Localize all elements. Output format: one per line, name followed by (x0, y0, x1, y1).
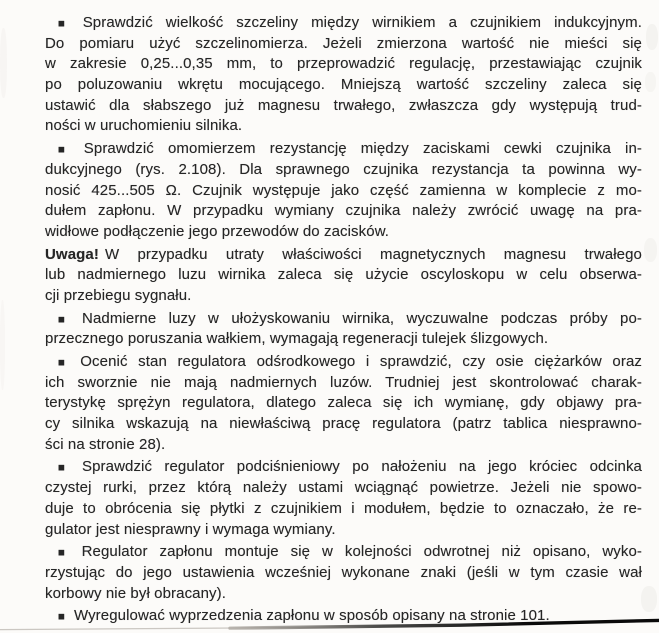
text-line (45, 352, 642, 373)
text-line: korbowy nie był obracany). (45, 584, 227, 602)
paragraph-note-uwaga (45, 245, 642, 307)
text-line (45, 139, 642, 160)
text-line: lub nadmiernego luzu wirnika zaleca się użycie oscyloskopu w celu obserwa- (45, 266, 642, 284)
text-line: w zakresie 0,25...0,35 mm, to przeprowadzić regulację, przestawiając czujnik (45, 55, 642, 73)
scan-smudge (644, 238, 657, 262)
text-line: dułem zapłonu. W przypadku wymiany czujnika należy zwrócić uwagę na pra- (45, 202, 642, 220)
text-line: terystykę sprężyn regulatora, dlatego zaleca się ich wymianę, gdy objawy pra- (45, 394, 642, 412)
text-line: rzystując do jego ustawienia wcześniej wykonane znaki (jeśli w tym czasie wał (45, 563, 642, 581)
text-line (45, 542, 642, 563)
line-text: Regulator zapłonu montuje się w kolejności odwrotnej niż opisano, wyko- (81, 543, 642, 561)
text-line: widłowe podłączenie jego przewodów do zacisków. (45, 222, 390, 240)
paragraph-gap-check (45, 13, 642, 137)
scan-smudge (641, 586, 657, 612)
bullet-square-icon: ■ (58, 547, 73, 560)
paragraph-resistance-check (45, 139, 642, 242)
text-line: przecznego poruszania wałkiem, wymagają regeneracji tulejek ślizgowych. (45, 330, 549, 348)
scan-smudge (0, 28, 7, 98)
line-text: Ocenić stan regulatora odśrodkowego i sprawdzić, czy osie ciężarków oraz (80, 353, 642, 370)
text-line: ności w uruchomieniu silnika. (45, 117, 243, 135)
text-line: ich sworznie nie mają nadmiernych luzów. Trudniej jest skontrolować charak- (45, 373, 642, 391)
text-line (45, 13, 642, 34)
text-line (45, 457, 642, 478)
note-lead-label: Uwaga! (45, 245, 99, 263)
text-line (45, 245, 642, 266)
text-line: cy silnika wskazują na niewłaściwą pracę regulatora (patrz tablica niesprawno- (45, 415, 642, 433)
line-text: Wyregulować wyprzedzenia zapłonu w sposób opisany na stronie 101. (73, 607, 550, 625)
line-text: Sprawdzić wielkość szczeliny między wirnikiem a czujnikiem indukcyjnym. (82, 14, 642, 31)
bullet-square-icon: ■ (58, 144, 75, 157)
paragraph-reassembly (45, 542, 642, 604)
text-line (45, 309, 642, 330)
bullet-square-icon: ■ (58, 313, 74, 326)
line-text: Sprawdzić omomierzem rezystancję między zaciskami cewki czujnika in- (83, 140, 643, 158)
text-block (45, 13, 642, 629)
text-line: dukcyjnego (rys. 2.108). Dla sprawnego czujnika rezystancja ta powinna wy- (45, 160, 642, 178)
bullet-square-icon: ■ (58, 357, 72, 369)
scan-smudge (645, 72, 656, 92)
text-line: duje to obrócenia się płytki z czujnikiem i modułem, będzie to oznaczało, że re- (45, 499, 642, 517)
scan-bottom-edge-line (0, 613, 659, 633)
text-line: Do pomiaru użyć szczelinomierza. Jeżeli zmierzona wartość nie mieści się (45, 34, 642, 52)
text-line: ści na stronie 28). (45, 435, 166, 453)
text-line: czystej rurki, przez którą należy ustami wciągnąć powietrze. Jeżeli nie spowo- (45, 479, 642, 497)
paragraph-vacuum-regulator (45, 457, 642, 540)
text-line: cji przebiegu sygnału. (45, 286, 192, 304)
bullet-square-icon: ■ (58, 611, 65, 624)
text-line: nosić 425...505 Ω. Czujnik występuje jako część zamienna w komplecie z mo- (45, 181, 642, 199)
paragraph-centrifugal-governor (45, 352, 642, 455)
line-text: Nadmierne luzy w ułożyskowaniu wirnika, wyczuwalne podczas próby po- (82, 309, 642, 327)
line-text: W przypadku utraty właściwości magnetycznych magnesu trwałego (104, 245, 642, 263)
scan-smudge (646, 24, 658, 50)
line-text: Sprawdzić regulator podciśnieniowy po nałożeniu na jego króciec odcinka (81, 458, 642, 476)
text-line: po poluzowaniu wkrętu mocującego. Mniejszą wartość szczeliny zaleca się (45, 76, 642, 94)
paragraph-bearing-play (45, 309, 642, 350)
text-line: ustawić dla słabszego już magnesu trwałego, zwłaszcza gdy występują trud- (45, 96, 642, 114)
scan-smudge (0, 300, 5, 390)
text-line: gulator jest niesprawny i wymaga wymiany. (45, 520, 336, 538)
bullet-square-icon: ■ (58, 18, 74, 30)
bullet-square-icon: ■ (58, 462, 73, 475)
